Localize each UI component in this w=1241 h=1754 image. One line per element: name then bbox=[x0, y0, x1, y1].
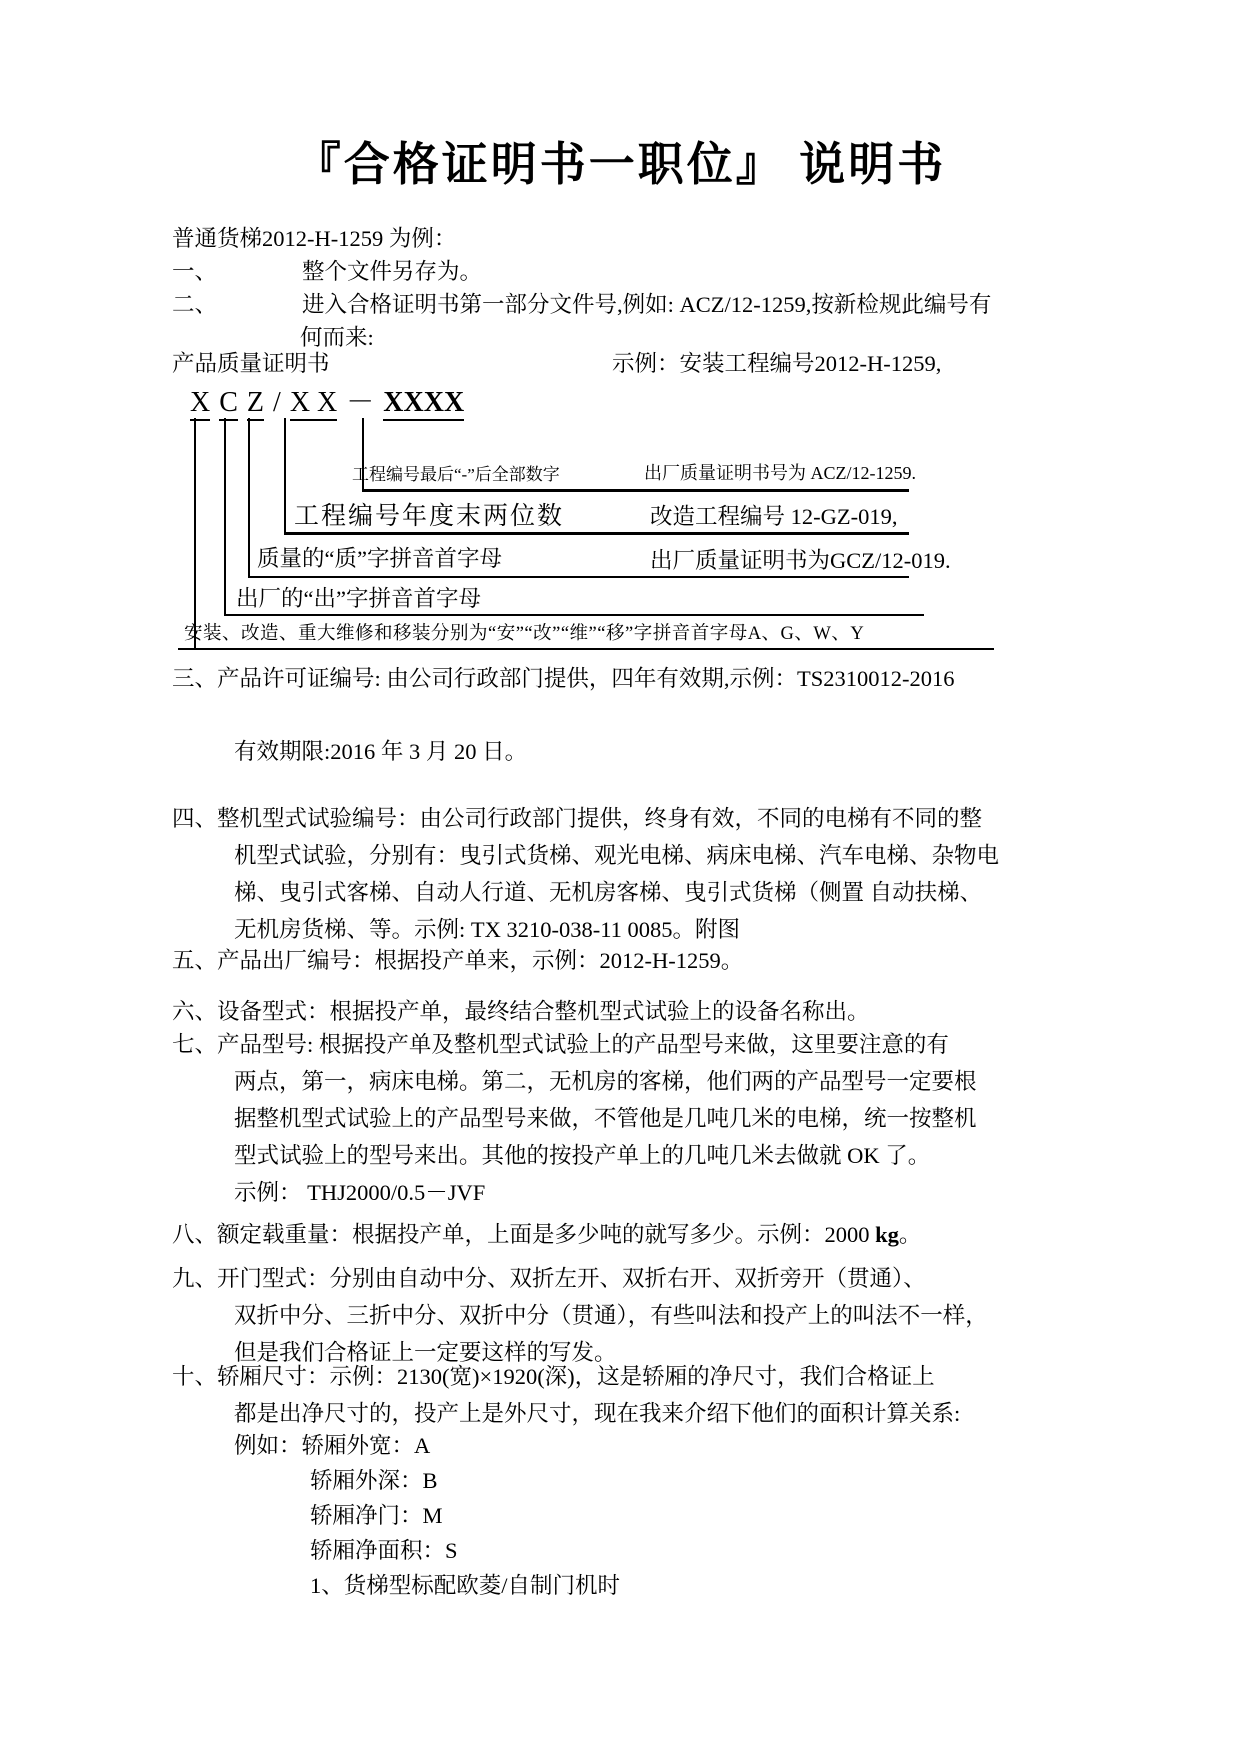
connector-line-branch-3 bbox=[248, 576, 909, 578]
code-letters-xxxx: XXXX bbox=[383, 387, 464, 421]
section-4 bbox=[172, 800, 1002, 948]
section-10-line-1: 轿厢尺寸：示例：2130(宽)×1920(深)，这是轿厢的净尺寸，我们合格证上 bbox=[217, 1364, 935, 1389]
intro-item-2-text: 进入合格证明书第一部分文件号,例如: ACZ/12-1259,按新检规此编号有 bbox=[302, 292, 992, 317]
section-3-number: 三、 bbox=[172, 666, 218, 691]
section-6-text: 设备型式：根据投产单，最终结合整机型式试验上的设备名称出。 bbox=[217, 999, 870, 1024]
branch-2-example: 改造工程编号 12-GZ-019, bbox=[650, 504, 898, 529]
section-8-period: 。 bbox=[898, 1222, 922, 1247]
intro-block bbox=[172, 222, 1032, 354]
connector-stem-z bbox=[248, 418, 250, 578]
code-dash: － bbox=[346, 387, 375, 418]
car-dimension-examples bbox=[172, 1428, 1002, 1603]
section-8-number: 八、 bbox=[172, 1222, 218, 1247]
section-6 bbox=[172, 993, 1002, 1030]
connector-stem-x bbox=[194, 418, 196, 650]
section-8-text: 额定载重量：根据投产单，上面是多少吨的就写多少。示例：2000 bbox=[217, 1222, 876, 1247]
section-7-number: 七、 bbox=[172, 1032, 218, 1057]
section-10 bbox=[172, 1358, 1002, 1432]
section-3-continuation bbox=[172, 733, 1002, 770]
connector-stem-c bbox=[224, 418, 226, 616]
section-7-line-1: 产品型号: 根据投产单及整机型式试验上的产品型号来做，这里要注意的有 bbox=[217, 1032, 949, 1057]
connector-line-branch-1 bbox=[362, 489, 909, 492]
section-6-number: 六、 bbox=[172, 999, 218, 1024]
code-letters-xx: X X bbox=[290, 387, 337, 421]
car-example-item-4: 1、货梯型标配欧菱/自制门机时 bbox=[310, 1573, 621, 1598]
section-9-line-2: 双折中分、三折中分、双折中分（贯通），有些叫法和投产上的叫法不一样， bbox=[234, 1303, 988, 1328]
section-4-number: 四、 bbox=[172, 806, 218, 831]
section-8 bbox=[172, 1216, 1002, 1253]
code-letter-x1: X bbox=[190, 387, 210, 421]
car-example-item-2: 轿厢净门：M bbox=[310, 1503, 443, 1528]
car-example-item-3: 轿厢净面积：S bbox=[310, 1538, 458, 1563]
intro-item-2-continuation: 何而来: bbox=[300, 325, 374, 350]
connector-line-branch-4 bbox=[224, 614, 924, 616]
section-10-line-2: 都是出净尺寸的，投产上是外尺寸，现在我来介绍下他们的面积计算关系: bbox=[234, 1401, 961, 1426]
diagram-left-heading: 产品质量证明书 bbox=[172, 351, 330, 376]
section-9-line-1: 开门型式：分别由自动中分、双折左开、双折右开、双折旁开（贯通）、 bbox=[217, 1266, 926, 1291]
section-4-line-3: 梯、曳引式客梯、自动人行道、无机房客梯、曳引式货梯（侧置 自动扶梯、 bbox=[234, 880, 983, 905]
diagram-footnote: 安装、改造、重大维修和移装分别为“安”“改”“维”“移”字拼音首字母A、G、W、Y bbox=[184, 624, 865, 644]
branch-4-label: 出厂的“出”字拼音首字母 bbox=[236, 586, 481, 611]
section-7-line-4: 型式试验上的型号来出。其他的按投产单上的几吨几米去做就 OK 了。 bbox=[234, 1143, 931, 1168]
intro-item-2-number: 二、 bbox=[172, 292, 218, 317]
section-4-line-1: 整机型式试验编号：由公司行政部门提供，终身有效，不同的电梯有不同的整 bbox=[217, 806, 983, 831]
section-9-number: 九、 bbox=[172, 1266, 218, 1291]
section-3-text: 产品许可证编号: 由公司行政部门提供，四年有效期,示例：TS2310012-2016 bbox=[217, 666, 955, 691]
section-7-line-3: 据整机型式试验上的产品型号来做，不管他是几吨几米的电梯，统一按整机 bbox=[234, 1106, 977, 1131]
branch-3-example: 出厂质量证明书为GCZ/12-019. bbox=[650, 548, 951, 573]
diagram-bottom-line bbox=[178, 648, 994, 650]
certificate-code bbox=[190, 380, 473, 420]
intro-item-1 bbox=[172, 255, 1032, 288]
section-7-line-2: 两点，第一，病床电梯。第二，无机房的客梯，他们两的产品型号一定要根 bbox=[234, 1069, 977, 1094]
branch-1-label: 工程编号最后“-”后全部数字 bbox=[352, 465, 560, 484]
connector-line-branch-2 bbox=[284, 532, 909, 535]
branch-1-example: 出厂质量证明书号为 ACZ/12-1259. bbox=[644, 463, 916, 483]
car-example-item-1: 轿厢外深：B bbox=[310, 1468, 438, 1493]
intro-example-line: 普通货梯2012-H-1259 为例： bbox=[172, 226, 457, 251]
branch-2-label: 工程编号年度末两位数 bbox=[294, 503, 565, 530]
section-5-text: 产品出厂编号：根据投产单来，示例：2012-H-1259。 bbox=[217, 948, 744, 973]
code-slash: / bbox=[273, 387, 281, 418]
section-9 bbox=[172, 1260, 1002, 1371]
section-5 bbox=[172, 942, 1002, 979]
certificate-number-diagram bbox=[172, 338, 1012, 658]
section-5-number: 五、 bbox=[172, 948, 218, 973]
section-3-validity-line: 有效期限:2016 年 3 月 20 日。 bbox=[234, 739, 528, 764]
section-8-kg-unit: kg bbox=[875, 1222, 899, 1247]
page-title: 『合格证明书一职位』 说明书 bbox=[294, 139, 947, 190]
car-example-lead: 例如：轿厢外宽：A bbox=[234, 1433, 431, 1458]
intro-item-2 bbox=[172, 288, 1032, 321]
section-3 bbox=[172, 660, 1002, 697]
intro-item-1-text: 整个文件另存为。 bbox=[302, 259, 483, 284]
section-7 bbox=[172, 1026, 1002, 1211]
code-letter-c: C bbox=[219, 387, 238, 421]
section-7-example: 示例： THJ2000/0.5－JVF bbox=[234, 1180, 486, 1205]
intro-item-1-number: 一、 bbox=[172, 259, 218, 284]
branch-3-label: 质量的“质”字拼音首字母 bbox=[257, 546, 502, 571]
connector-stem-xx bbox=[284, 418, 286, 535]
code-letter-z: Z bbox=[247, 387, 264, 421]
section-10-number: 十、 bbox=[172, 1364, 218, 1389]
section-9-line-3: 但是我们合格证上一定要这样的写发。 bbox=[234, 1340, 617, 1365]
section-4-line-2: 机型式试验，分别有：曳引式货梯、观光电梯、病床电梯、汽车电梯、杂物电 bbox=[234, 843, 1000, 868]
section-4-line-4: 无机房货梯、等。示例: TX 3210-038-11 0085。附图 bbox=[234, 917, 741, 942]
diagram-right-heading: 示例：安装工程编号2012-H-1259, bbox=[612, 351, 942, 376]
